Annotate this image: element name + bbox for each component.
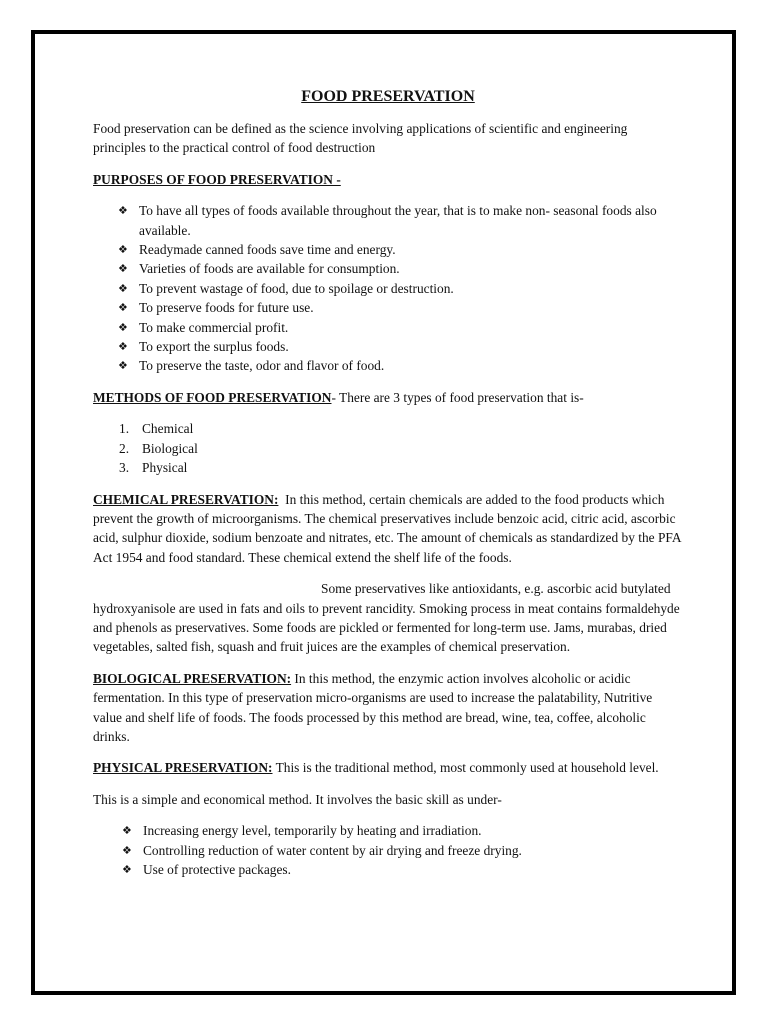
methods-heading-line [93, 388, 683, 407]
document-title: FOOD PRESERVATION [301, 88, 475, 105]
list-item: ❖ Increasing energy level, temporarily by heating and irradiation. [122, 821, 683, 840]
list-item: ❖ To preserve the taste, odor and flavor of food. [118, 356, 683, 375]
list-item: ❖ Readymade canned foods save time and energy. [118, 240, 683, 259]
diamond-bullet-icon: ❖ [118, 243, 128, 257]
list-item: 1. Chemical [119, 421, 194, 437]
physical-list [93, 821, 683, 879]
diamond-bullet-icon: ❖ [122, 843, 132, 857]
purposes-heading: PURPOSES OF FOOD PRESERVATION - [93, 171, 341, 187]
methods-text: - There are 3 types of food preservation that is- [331, 389, 584, 405]
physical-heading: PHYSICAL PRESERVATION: [93, 760, 273, 776]
diamond-bullet-icon: ❖ [118, 340, 128, 354]
biological-paragraph: BIOLOGICAL PRESERVATION: In this method, the enzymic action involves alcoholic or acidic fermentation. In this type of preservation micro-organisms are used to increase the palatability, Nutritive value and shelf life of foods. The foods processed by this method are bread, wine, tea, coffee, alcoholic drinks. [93, 670, 656, 744]
paragraph-indent [93, 581, 321, 596]
list-item: 3. Physical [119, 460, 188, 476]
diamond-bullet-icon: ❖ [118, 301, 128, 315]
diamond-bullet-icon: ❖ [118, 359, 128, 373]
diamond-bullet-icon: ❖ [118, 204, 128, 218]
purposes-heading-line [93, 170, 683, 189]
chemical-paragraph: CHEMICAL PRESERVATION: In this method, certain chemicals are added to the food products which prevent the growth of microorganisms. The chemical preservatives include benzoic acid, citric acid, ascorbic acid, sulphur dioxide, sodium benzoate and nitrates, etc. The amount of chemicals as standardized by the PFA Act 1954 and food standard. These chemical extend the shelf life of the foods. [93, 491, 684, 565]
diamond-bullet-icon: ❖ [122, 863, 132, 876]
diamond-bullet-icon: ❖ [118, 320, 128, 334]
diamond-bullet-icon: ❖ [122, 824, 132, 838]
physical-paragraph: PHYSICAL PRESERVATION: This is the traditional method, most commonly used at household level. [93, 760, 659, 776]
purposes-list [93, 201, 683, 376]
list-item: ❖ Controlling reduction of water content by air drying and freeze drying. [122, 841, 683, 860]
methods-heading: METHODS OF FOOD PRESERVATION [93, 389, 332, 405]
list-item: ❖ To preserve foods for future use. [118, 298, 683, 317]
list-item: ❖ Use of protective packages. [122, 860, 683, 879]
list-item: ❖ Varieties of foods are available for consumption. [118, 259, 683, 278]
list-item: ❖ To export the surplus foods. [118, 337, 683, 356]
chemical-paragraph-2: Some preservatives like antioxidants, e.g. ascorbic acid butylated hydroxyanisole are used in fats and oils to prevent rancidity. Smoking process in meat contains formaldehyde and phenols as preservatives. Some foods are pickled or fermented for long-term use. Jams, murabas, dried vegetables, salted fish, squash and fruit juices are the examples of chemical preservation. [93, 581, 680, 655]
list-item: ❖ To prevent wastage of food, due to spoilage or destruction. [118, 279, 683, 298]
methods-list [93, 419, 683, 477]
biological-heading: BIOLOGICAL PRESERVATION: [93, 670, 292, 686]
list-item: ❖ To have all types of foods available throughout the year, that is to make non- seasonal foods also available. [118, 203, 657, 238]
physical-paragraph-2: This is a simple and economical method. It involves the basic skill as under- [93, 791, 502, 807]
list-item: 2. Biological [119, 440, 198, 456]
chemical-heading: CHEMICAL PRESERVATION: [93, 491, 279, 507]
intro-paragraph: Food preservation can be defined as the science involving applications of scientific and engineering principles to the practical control of food destruction [93, 121, 628, 156]
document-body [93, 86, 683, 891]
diamond-bullet-icon: ❖ [118, 262, 128, 276]
diamond-bullet-icon: ❖ [118, 281, 128, 295]
list-item: ❖ To make commercial profit. [118, 318, 683, 337]
